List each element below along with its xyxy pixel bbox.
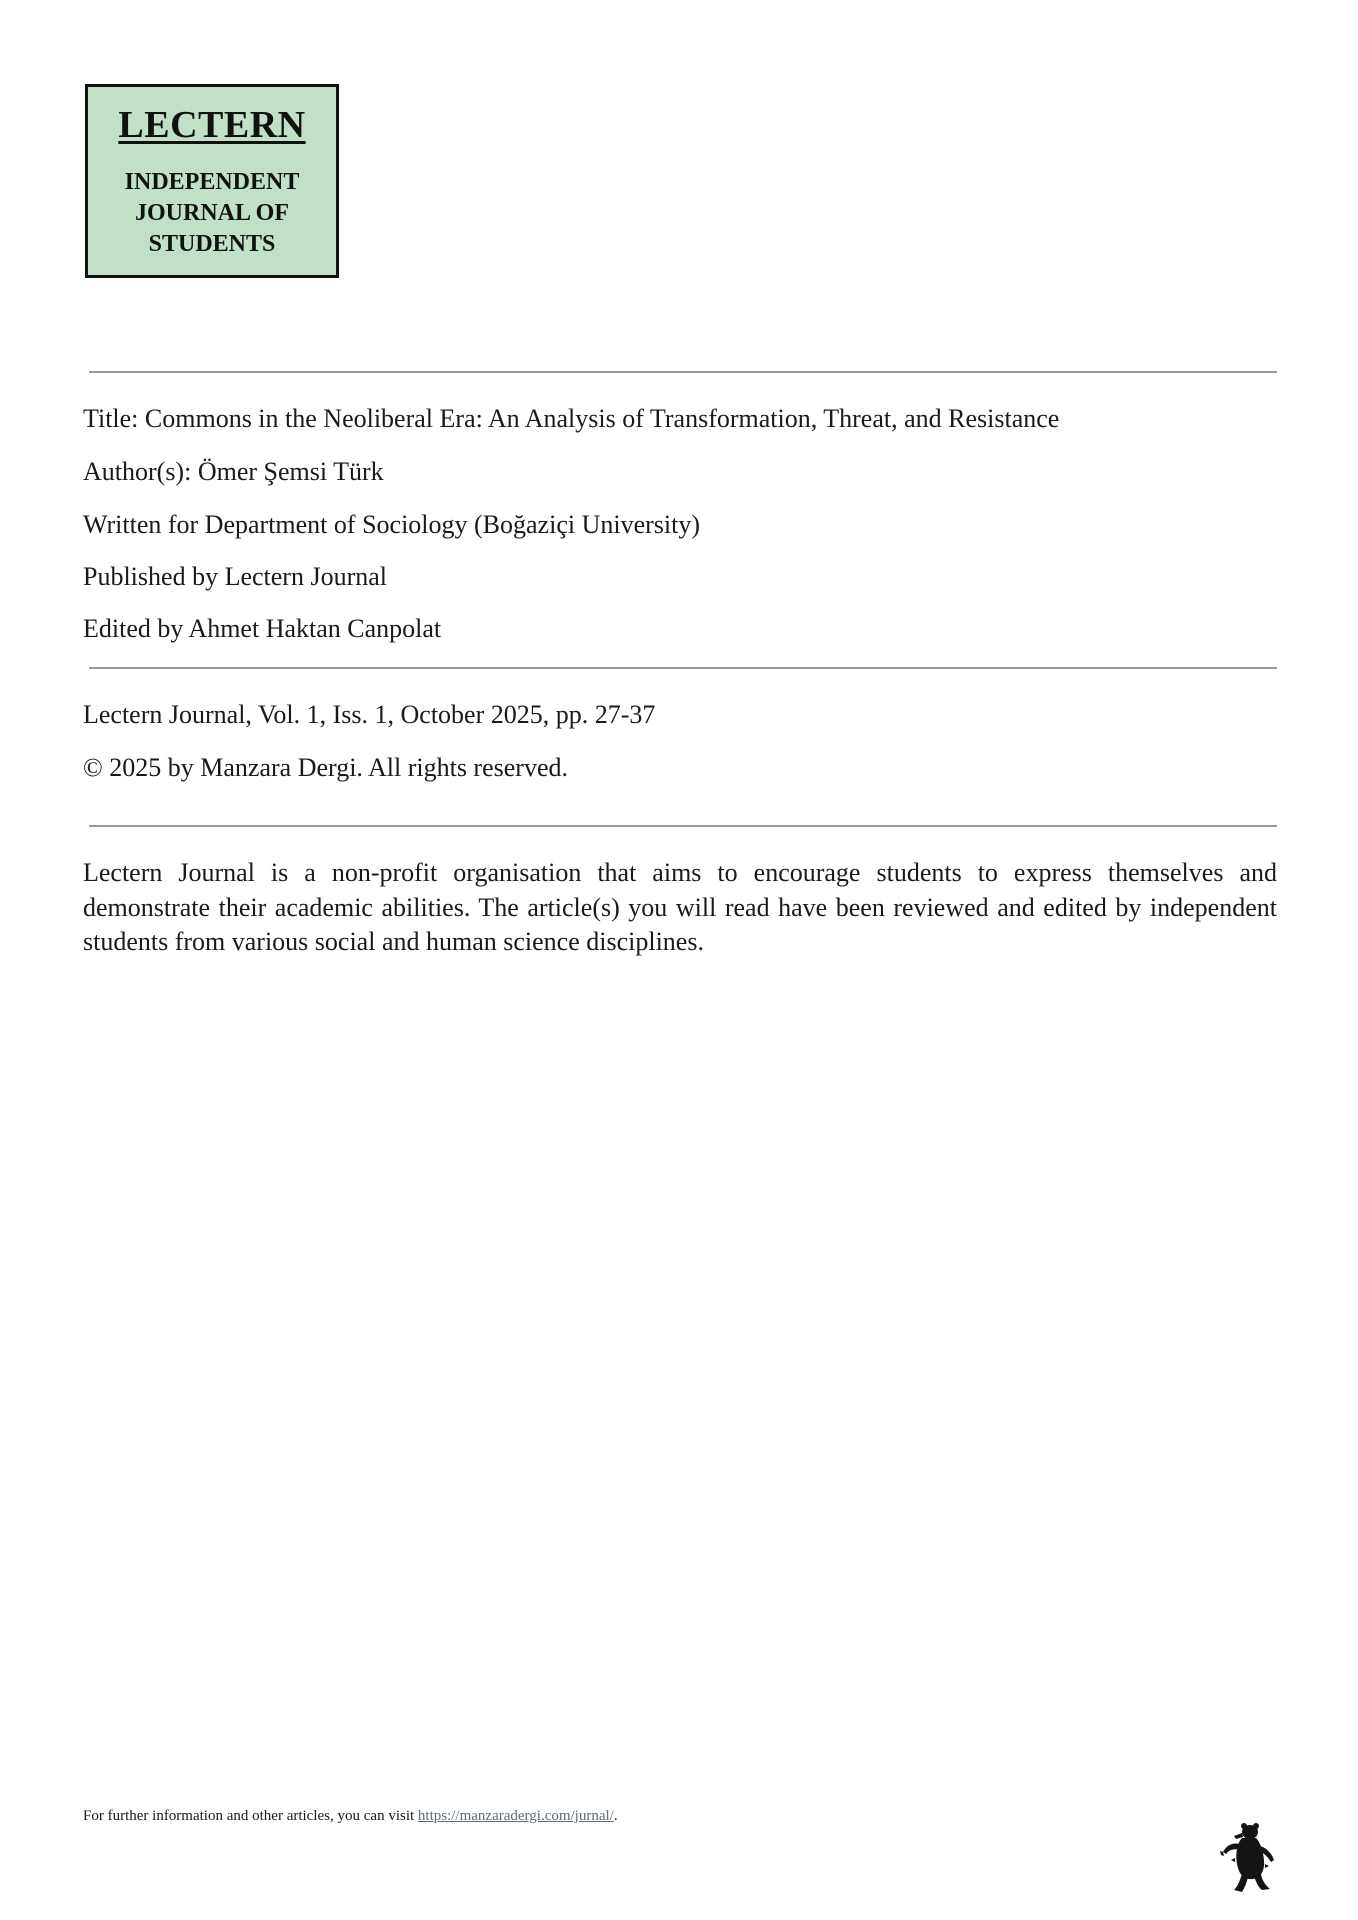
article-author: Author(s): Ömer Şemsi Türk bbox=[83, 457, 384, 486]
article-title: Title: Commons in the Neoliberal Era: An Analysis of Transformation, Threat, and Resistance bbox=[83, 404, 1060, 433]
footer-text: For further information and other articles, you can visit bbox=[83, 1808, 418, 1824]
journal-link[interactable]: https://manzaradergi.com/jurnal/ bbox=[417, 1808, 614, 1824]
footer-note bbox=[83, 1806, 618, 1826]
divider bbox=[89, 667, 1277, 669]
logo-subtitle-line: INDEPENDENT bbox=[124, 169, 300, 195]
logo-subtitle-line: STUDENTS bbox=[148, 231, 276, 257]
journal-logo bbox=[85, 84, 339, 278]
divider bbox=[89, 825, 1277, 827]
logo-subtitle bbox=[88, 167, 336, 260]
logo-subtitle-line: JOURNAL OF bbox=[134, 200, 289, 226]
footer-suffix: . bbox=[613, 1808, 618, 1824]
copyright-notice: © 2025 by Manzara Dergi. All rights reserved. bbox=[83, 753, 568, 782]
logo-title: LECTERN bbox=[118, 104, 306, 146]
article-department: Written for Department of Sociology (Boğaziçi University) bbox=[83, 510, 701, 539]
journal-citation: Lectern Journal, Vol. 1, Iss. 1, October 2025, pp. 27-37 bbox=[83, 700, 656, 729]
bear-icon bbox=[1220, 1822, 1282, 1894]
article-publisher: Published by Lectern Journal bbox=[83, 562, 387, 591]
journal-description: Lectern Journal is a non-profit organisation that aims to encourage students to express themselves and demonstrate their academic abilities. The article(s) you will read have been reviewed and edited by independent students from various social and human science disciplines. bbox=[83, 858, 1277, 956]
divider bbox=[89, 371, 1277, 373]
article-editor: Edited by Ahmet Haktan Canpolat bbox=[83, 614, 442, 643]
